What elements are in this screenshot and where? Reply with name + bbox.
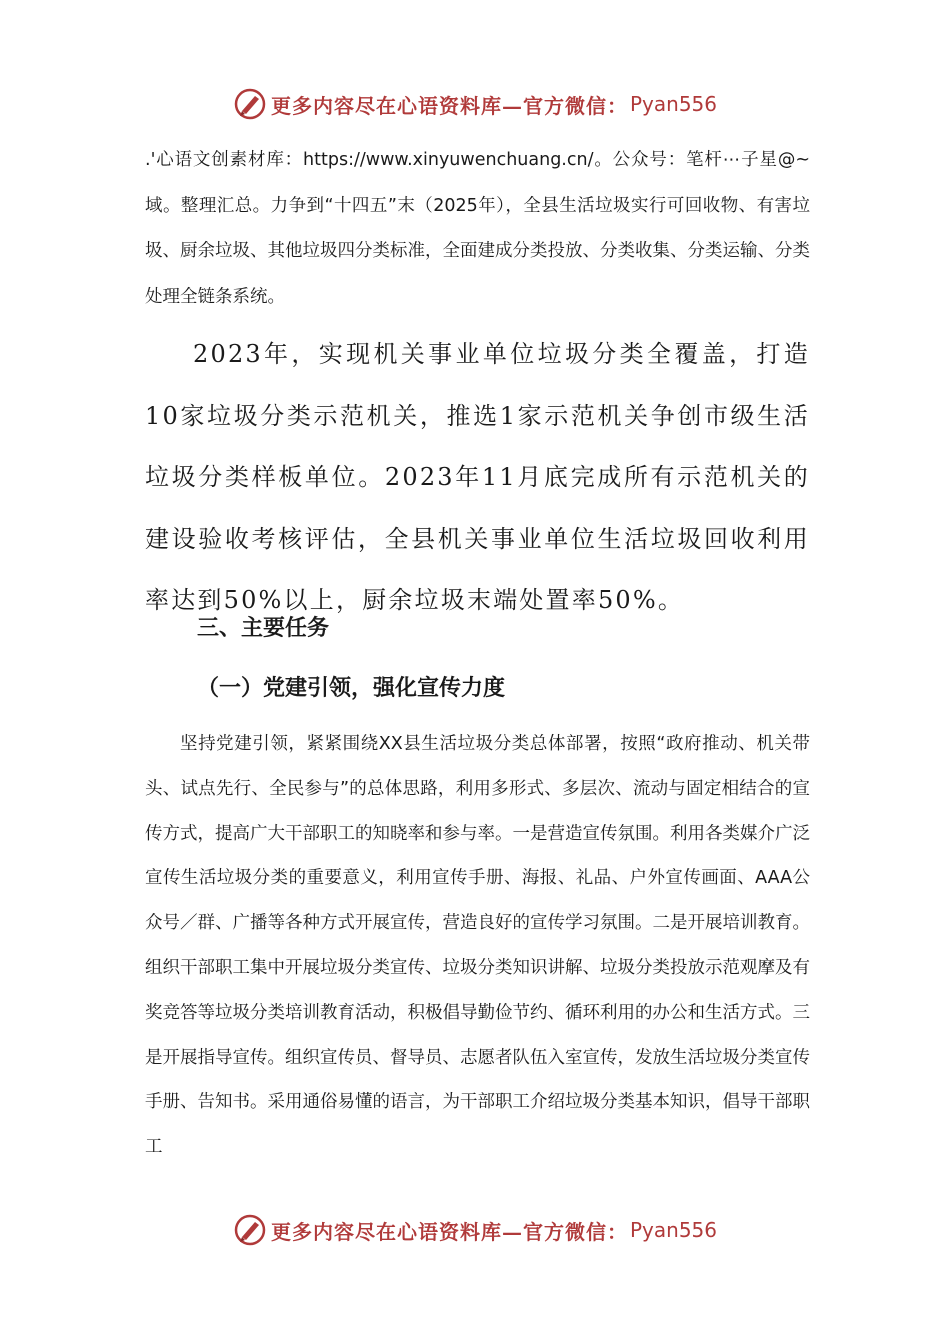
- paragraph-tasks-body: 坚持党建引领，紧紧围绕XX县生活垃圾分类总体部署，按照“政府推动、机关带头、试点先行、全民参与”的总体思路，利用多形式、多层次、流动与固定相结合的宣传方式，提高广大干部职工的知晓率和参与率。一是营造宣传氛围。利用各类媒介广泛宣传生活垃圾分类的重要意义，利用宣传手册、海报、礼品、户外宣传画面、AAA公众号／群、广播等各种方式开展宣传，营造良好的宣传学习氛围。二是开展培训教育。组织干部职工集中开展垃圾分类宣传、垃圾分类知识讲解、垃圾分类投放示范观摩及有奖竞答等垃圾分类培训教育活动，积极倡导勤俭节约、循环利用的办公和生活方式。三是开展指导宣传。组织宣传员、督导员、志愿者队伍入室宣传，发放生活垃圾分类宣传手册、告知书。采用通俗易懂的语言，为干部职工介绍垃圾分类基本知识，倡导干部职工: [145, 734, 810, 1158]
- watermark-wechat-id: Pyan556: [629, 1218, 717, 1242]
- paragraph-intro: .'心语文创素材库：https://www.xinyuwenchuang.cn/。公众号：笔杆⋯子星@~域。整理汇总。力争到“十四五”末（2025年），全县生活垃圾实行可回收物、有害垃圾、厨余垃圾、其他垃圾四分类标准，全面建成分类投放、分类收集、分类运输、分类处理全链条系统。: [145, 150, 810, 307]
- pen-logo-icon: [233, 87, 267, 121]
- heading-main-tasks: 三、主要任务: [197, 616, 330, 641]
- paragraph-goal-2023: 2023年，实现机关事业单位垃圾分类全覆盖，打造10家垃圾分类示范机关，推选1家示范机关争创市级生活垃圾分类样板单位。2023年11月底完成所有示范机关的建设验收考核评估，全县机关事业单位生活垃圾回收利用率达到50%以上，厨余垃圾末端处置率50%。: [145, 340, 810, 614]
- document-body: [145, 138, 810, 1158]
- heading-party-building: （一）党建引领，强化宣传力度: [197, 676, 506, 701]
- watermark-footer: [0, 1210, 950, 1250]
- watermark-text: 更多内容尽在心语资料库—官方微信：: [270, 93, 628, 118]
- watermark-wechat-id: Pyan556: [629, 92, 717, 116]
- watermark-header: [0, 84, 950, 124]
- watermark-text: 更多内容尽在心语资料库—官方微信：: [270, 1219, 628, 1244]
- pen-logo-icon: [233, 1213, 267, 1247]
